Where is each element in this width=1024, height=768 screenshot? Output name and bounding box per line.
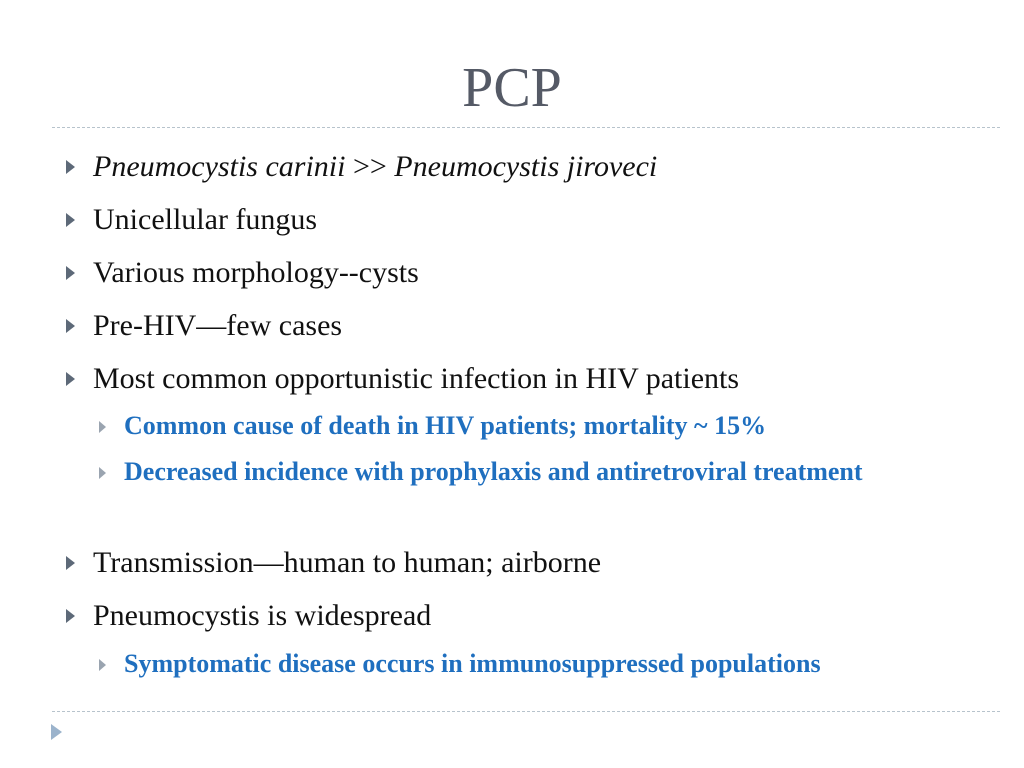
bullet-text: Transmission—human to human; airborne [93, 546, 602, 579]
corner-triangle-icon [51, 724, 62, 740]
bullet-text: Pre-HIV—few cases [93, 309, 343, 342]
bullet-item [93, 256, 993, 290]
bullet-item [93, 362, 993, 396]
bullet-item [93, 599, 993, 633]
bullet-triangle-icon [66, 319, 75, 333]
bullet-text-arrow: >> [345, 150, 395, 183]
bullet-text: Most common opportunistic infection in HIV patients [93, 362, 740, 395]
bullet-triangle-icon [66, 160, 75, 174]
bullet-text-italic-1: Pneumocystis carinii [93, 150, 346, 183]
slide-title: PCP [462, 57, 562, 119]
bullet-text: Pneumocystis is widespread [93, 599, 432, 632]
sub-bullet-item [124, 645, 924, 683]
bullet-item [93, 309, 993, 343]
sub-bullet-triangle-icon [99, 659, 106, 671]
sub-bullet-text: Decreased incidence with prophylaxis and antiretroviral treatment [124, 457, 863, 486]
sub-bullet-text: Common cause of death in HIV patients; mortality ~ 15% [124, 411, 767, 440]
bullet-text-italic-2: Pneumocystis jiroveci [394, 150, 658, 183]
bullet-text: Various morphology--cysts [93, 256, 419, 289]
bullet-triangle-icon [66, 266, 75, 280]
sub-bullet-item [124, 407, 924, 445]
footer-divider [52, 711, 1000, 712]
sub-bullet-triangle-icon [99, 467, 106, 479]
bullet-triangle-icon [66, 609, 75, 623]
bullet-item [93, 203, 993, 237]
sub-bullet-item [124, 453, 924, 491]
bullet-triangle-icon [66, 372, 75, 386]
bullet-item [93, 150, 993, 184]
bullet-item [93, 546, 993, 580]
bullet-triangle-icon [66, 213, 75, 227]
bullet-triangle-icon [66, 556, 75, 570]
sub-bullet-text: Symptomatic disease occurs in immunosuppressed populations [124, 649, 821, 678]
sub-bullet-triangle-icon [99, 421, 106, 433]
bullet-text: Unicellular fungus [93, 203, 318, 236]
